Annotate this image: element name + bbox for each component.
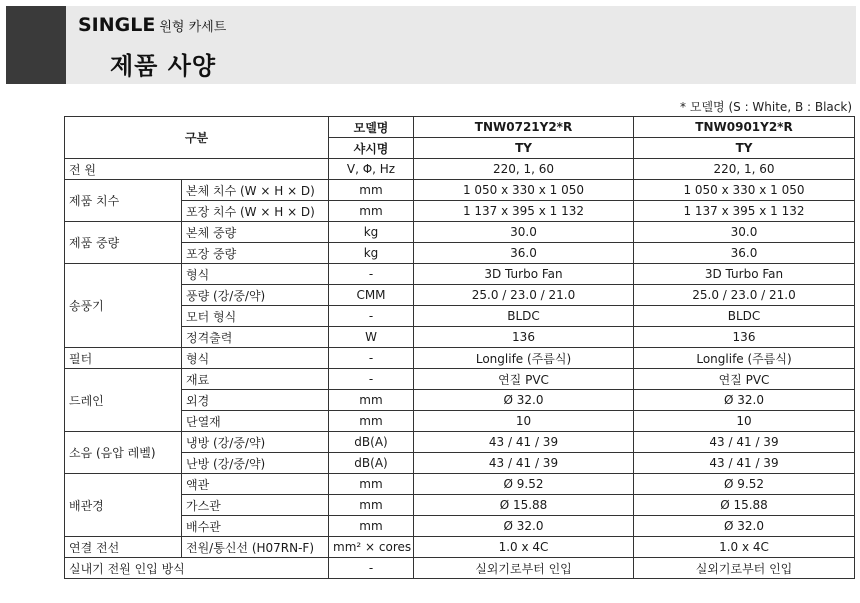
row-value-2: Ø 32.0 bbox=[634, 390, 855, 411]
row-group: 배관경 bbox=[65, 474, 182, 537]
row-value-2: 36.0 bbox=[634, 243, 855, 264]
row-group: 소음 (음압 레벨) bbox=[65, 432, 182, 474]
row-group: 송풍기 bbox=[65, 264, 182, 348]
row-unit: kg bbox=[329, 243, 414, 264]
row-value-2: Ø 9.52 bbox=[634, 474, 855, 495]
chassis-label: 샤시명 bbox=[329, 138, 414, 159]
row-group: 드레인 bbox=[65, 369, 182, 432]
table-row bbox=[65, 306, 855, 327]
row-item: 풍량 (강/중/약) bbox=[182, 285, 329, 306]
header-dark-block bbox=[6, 6, 66, 84]
chassis-col-1: TY bbox=[414, 138, 634, 159]
table-row bbox=[65, 180, 855, 201]
row-item: 냉방 (강/중/약) bbox=[182, 432, 329, 453]
row-unit: - bbox=[329, 348, 414, 369]
row-value-2: 136 bbox=[634, 327, 855, 348]
row-value-1: Ø 32.0 bbox=[414, 390, 634, 411]
table-row bbox=[65, 495, 855, 516]
row-value-1: 136 bbox=[414, 327, 634, 348]
header-row-model bbox=[65, 117, 855, 138]
row-unit: mm bbox=[329, 495, 414, 516]
row-value-1: 1 050 x 330 x 1 050 bbox=[414, 180, 634, 201]
row-item: 형식 bbox=[182, 264, 329, 285]
row-value-1: 3D Turbo Fan bbox=[414, 264, 634, 285]
row-item: 액관 bbox=[182, 474, 329, 495]
row-unit: - bbox=[329, 369, 414, 390]
row-unit: mm bbox=[329, 390, 414, 411]
row-value-1: 25.0 / 23.0 / 21.0 bbox=[414, 285, 634, 306]
table-row bbox=[65, 222, 855, 243]
row-unit: CMM bbox=[329, 285, 414, 306]
row-item: 본체 중량 bbox=[182, 222, 329, 243]
series-title bbox=[78, 14, 226, 36]
model-label: 모델명 bbox=[329, 117, 414, 138]
table-row bbox=[65, 264, 855, 285]
row-value-1: 연질 PVC bbox=[414, 369, 634, 390]
row-item: 정격출력 bbox=[182, 327, 329, 348]
table-row bbox=[65, 411, 855, 432]
table-row bbox=[65, 390, 855, 411]
spec-table bbox=[64, 116, 855, 579]
row-value-2: BLDC bbox=[634, 306, 855, 327]
row-value-2: Ø 32.0 bbox=[634, 516, 855, 537]
row-value-1: 220, 1, 60 bbox=[414, 159, 634, 180]
row-group: 제품 중량 bbox=[65, 222, 182, 264]
row-item: 포장 중량 bbox=[182, 243, 329, 264]
row-unit: V, Φ, Hz bbox=[329, 159, 414, 180]
table-row bbox=[65, 453, 855, 474]
row-unit: - bbox=[329, 558, 414, 579]
table-row bbox=[65, 537, 855, 558]
model-col-2: TNW0901Y2*R bbox=[634, 117, 855, 138]
row-unit: W bbox=[329, 327, 414, 348]
row-item: 본체 치수 (W × H × D) bbox=[182, 180, 329, 201]
row-value-2: 1 050 x 330 x 1 050 bbox=[634, 180, 855, 201]
row-value-1: 36.0 bbox=[414, 243, 634, 264]
row-unit: - bbox=[329, 264, 414, 285]
row-unit: - bbox=[329, 306, 414, 327]
table-row bbox=[65, 516, 855, 537]
row-group: 연결 전선 bbox=[65, 537, 182, 558]
row-item: 난방 (강/중/약) bbox=[182, 453, 329, 474]
table-row bbox=[65, 348, 855, 369]
row-value-2: Ø 15.88 bbox=[634, 495, 855, 516]
row-value-2: 25.0 / 23.0 / 21.0 bbox=[634, 285, 855, 306]
series-name: SINGLE bbox=[78, 14, 156, 36]
row-group: 실내기 전원 인입 방식 bbox=[65, 558, 329, 579]
row-value-2: 1 137 x 395 x 1 132 bbox=[634, 201, 855, 222]
row-value-1: 10 bbox=[414, 411, 634, 432]
row-unit: mm bbox=[329, 201, 414, 222]
row-value-1: Ø 15.88 bbox=[414, 495, 634, 516]
table-row bbox=[65, 327, 855, 348]
row-value-1: Ø 9.52 bbox=[414, 474, 634, 495]
row-value-1: 실외기로부터 인입 bbox=[414, 558, 634, 579]
row-value-1: BLDC bbox=[414, 306, 634, 327]
table-row bbox=[65, 432, 855, 453]
row-group: 전 원 bbox=[65, 159, 329, 180]
row-value-2: 220, 1, 60 bbox=[634, 159, 855, 180]
table-row bbox=[65, 201, 855, 222]
table-row bbox=[65, 369, 855, 390]
row-value-2: 30.0 bbox=[634, 222, 855, 243]
category-header: 구분 bbox=[65, 117, 329, 159]
spec-body bbox=[65, 159, 855, 579]
row-item: 단열재 bbox=[182, 411, 329, 432]
row-unit: mm bbox=[329, 411, 414, 432]
series-subtitle: 원형 카세트 bbox=[159, 20, 227, 35]
row-value-1: 1 137 x 395 x 1 132 bbox=[414, 201, 634, 222]
row-group: 필터 bbox=[65, 348, 182, 369]
table-row bbox=[65, 285, 855, 306]
row-unit: mm bbox=[329, 180, 414, 201]
row-item: 가스관 bbox=[182, 495, 329, 516]
row-unit: mm² × cores bbox=[329, 537, 414, 558]
row-value-2: 3D Turbo Fan bbox=[634, 264, 855, 285]
row-value-1: 1.0 x 4C bbox=[414, 537, 634, 558]
row-value-1: 30.0 bbox=[414, 222, 634, 243]
table-row bbox=[65, 558, 855, 579]
table-row bbox=[65, 243, 855, 264]
row-item: 배수관 bbox=[182, 516, 329, 537]
row-item: 전원/통신선 (H07RN-F) bbox=[182, 537, 329, 558]
row-unit: mm bbox=[329, 474, 414, 495]
row-unit: dB(A) bbox=[329, 432, 414, 453]
row-item: 형식 bbox=[182, 348, 329, 369]
model-col-1: TNW0721Y2*R bbox=[414, 117, 634, 138]
row-value-2: 실외기로부터 인입 bbox=[634, 558, 855, 579]
row-unit: kg bbox=[329, 222, 414, 243]
row-value-2: 연질 PVC bbox=[634, 369, 855, 390]
row-unit: mm bbox=[329, 516, 414, 537]
row-value-1: 43 / 41 / 39 bbox=[414, 432, 634, 453]
row-value-2: 43 / 41 / 39 bbox=[634, 432, 855, 453]
chassis-col-2: TY bbox=[634, 138, 855, 159]
row-value-1: Longlife (주름식) bbox=[414, 348, 634, 369]
row-value-2: 1.0 x 4C bbox=[634, 537, 855, 558]
row-value-2: Longlife (주름식) bbox=[634, 348, 855, 369]
table-row bbox=[65, 474, 855, 495]
row-item: 모터 형식 bbox=[182, 306, 329, 327]
model-note: * 모델명 (S : White, B : Black) bbox=[680, 100, 852, 114]
table-row bbox=[65, 159, 855, 180]
page-title: 제품 사양 bbox=[110, 52, 217, 80]
row-group: 제품 치수 bbox=[65, 180, 182, 222]
row-item: 외경 bbox=[182, 390, 329, 411]
row-value-2: 10 bbox=[634, 411, 855, 432]
row-item: 포장 치수 (W × H × D) bbox=[182, 201, 329, 222]
row-value-1: Ø 32.0 bbox=[414, 516, 634, 537]
row-item: 재료 bbox=[182, 369, 329, 390]
row-value-1: 43 / 41 / 39 bbox=[414, 453, 634, 474]
row-unit: dB(A) bbox=[329, 453, 414, 474]
row-value-2: 43 / 41 / 39 bbox=[634, 453, 855, 474]
